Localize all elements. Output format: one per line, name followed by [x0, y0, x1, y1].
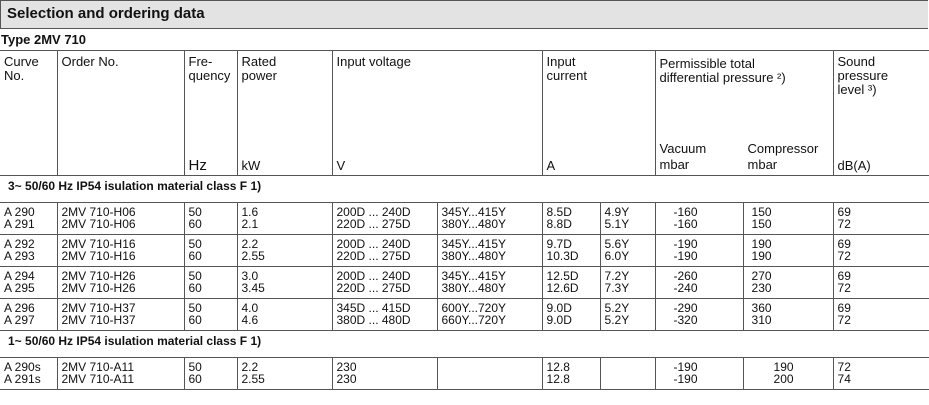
header-vacuum: Vacuum mbar — [659, 141, 707, 172]
power-cell — [237, 358, 332, 390]
frequency-value: 50 — [188, 360, 202, 374]
voltage-delta-cell — [332, 299, 437, 331]
frequency-value: 60 — [188, 281, 202, 295]
curve-cell — [0, 235, 57, 267]
current-star-value: 7.2Y — [604, 269, 630, 283]
voltage-star-value: 660Y...720Y — [441, 313, 507, 327]
power-cell — [237, 235, 332, 267]
current-star-value: 6.0Y — [604, 249, 630, 263]
power-value: 2.2 — [241, 360, 259, 374]
curve-value: A 290 — [4, 205, 35, 219]
vacuum-value: -190 — [673, 249, 698, 263]
current-star-value: 5.6Y — [604, 237, 630, 251]
voltage-delta-cell — [332, 358, 437, 390]
voltage-star-value: 345Y...415Y — [441, 269, 507, 283]
voltage-star-value: 380Y...480Y — [441, 249, 507, 263]
current-star-value: 5.1Y — [604, 217, 630, 231]
power-value: 4.0 — [241, 301, 259, 315]
curve-value: A 291 — [4, 217, 35, 231]
compressor-cell — [743, 299, 833, 331]
order-value: 2MV 710-H06 — [61, 217, 136, 231]
frequency-value: 50 — [188, 205, 202, 219]
header-frequency: Fre- quency Hz — [184, 51, 237, 176]
table-row — [0, 358, 929, 390]
voltage-star-value: 345Y...415Y — [441, 205, 507, 219]
frequency-cell — [184, 235, 237, 267]
compressor-value: 190 — [751, 237, 772, 251]
power-cell — [237, 299, 332, 331]
current-delta-cell — [542, 203, 600, 235]
header-curve: Curve No. — [0, 51, 57, 176]
vacuum-cell — [655, 203, 743, 235]
frequency-cell — [184, 358, 237, 390]
table-row — [0, 235, 929, 267]
sound-value: 72 — [837, 281, 851, 295]
frequency-value: 60 — [188, 217, 202, 231]
voltage-delta-value: 220D ... 275D — [336, 217, 411, 231]
curve-value: A 290s — [4, 360, 41, 374]
header-order: Order No. — [57, 51, 184, 176]
order-value: 2MV 710-H16 — [61, 237, 136, 251]
frequency-value: 50 — [188, 269, 202, 283]
current-delta-cell — [542, 358, 600, 390]
current-delta-value: 10.3D — [546, 249, 579, 263]
voltage-delta-cell — [332, 203, 437, 235]
current-delta-value: 8.8D — [546, 217, 572, 231]
vacuum-cell — [655, 267, 743, 299]
voltage-star-value: 380Y...480Y — [441, 281, 507, 295]
order-value: 2MV 710-H06 — [61, 205, 136, 219]
curve-value: A 293 — [4, 249, 35, 263]
voltage-star-cell — [437, 203, 542, 235]
sound-value: 72 — [837, 217, 851, 231]
curve-value: A 292 — [4, 237, 35, 251]
compressor-value: 360 — [751, 301, 772, 315]
curve-value: A 295 — [4, 281, 35, 295]
current-star-cell — [600, 299, 655, 331]
frequency-cell — [184, 267, 237, 299]
vacuum-value: -260 — [673, 269, 698, 283]
power-cell — [237, 267, 332, 299]
current-delta-value: 12.8 — [546, 360, 570, 374]
header-current: Input current A — [542, 51, 655, 176]
voltage-delta-value: 200D ... 240D — [336, 237, 411, 251]
frequency-value: 60 — [188, 313, 202, 327]
section-row — [0, 176, 929, 203]
curve-cell — [0, 267, 57, 299]
voltage-star-cell — [437, 235, 542, 267]
sound-cell — [833, 267, 929, 299]
curve-cell — [0, 203, 57, 235]
current-star-value: 5.2Y — [604, 313, 630, 327]
frequency-cell — [184, 299, 237, 331]
power-value: 4.6 — [241, 313, 259, 327]
compressor-value: 150 — [751, 205, 772, 219]
frequency-value: 60 — [188, 372, 202, 386]
power-value: 2.2 — [241, 237, 259, 251]
header-compressor: Compressor mbar — [747, 141, 819, 172]
voltage-delta-value: 220D ... 275D — [336, 281, 411, 295]
current-star-cell — [600, 358, 655, 390]
power-value: 3.45 — [241, 281, 265, 295]
order-value: 2MV 710-A11 — [61, 372, 134, 386]
header-power: Rated power kW — [237, 51, 332, 176]
power-value: 3.0 — [241, 269, 259, 283]
vacuum-value: -240 — [673, 281, 698, 295]
frequency-value: 50 — [188, 237, 202, 251]
compressor-value: 310 — [751, 313, 772, 327]
vacuum-value: -190 — [673, 372, 698, 386]
vacuum-value: -320 — [673, 313, 698, 327]
sound-value: 69 — [837, 301, 851, 315]
section-row — [0, 331, 929, 358]
current-delta-value: 12.8 — [546, 372, 570, 386]
current-star-cell — [600, 235, 655, 267]
current-star-value: 7.3Y — [604, 281, 630, 295]
sound-value: 72 — [837, 360, 851, 374]
compressor-value: 150 — [751, 217, 772, 231]
current-delta-value: 9.0D — [546, 313, 572, 327]
section-label: 3~ 50/60 Hz IP54 isulation material class F 1) — [8, 179, 262, 193]
voltage-delta-value: 380D ... 480D — [336, 313, 411, 327]
voltage-star-value: 345Y...415Y — [441, 237, 507, 251]
order-value: 2MV 710-H26 — [61, 281, 136, 295]
section-label: 1~ 50/60 Hz IP54 isulation material class F 1) — [8, 334, 262, 348]
power-value: 1.6 — [241, 205, 259, 219]
curve-value: A 297 — [4, 313, 35, 327]
current-star-value: 4.9Y — [604, 205, 630, 219]
current-delta-value: 9.7D — [546, 237, 572, 251]
vacuum-value: -160 — [673, 217, 698, 231]
sound-cell — [833, 358, 929, 390]
sound-cell — [833, 235, 929, 267]
order-value: 2MV 710-H37 — [61, 301, 136, 315]
vacuum-value: -290 — [673, 301, 698, 315]
header-sound: Sound pressure level ³) dB(A) — [833, 51, 929, 176]
compressor-value: 200 — [773, 372, 794, 386]
current-delta-value: 12.6D — [546, 281, 579, 295]
order-cell — [57, 267, 184, 299]
order-value: 2MV 710-H16 — [61, 249, 136, 263]
voltage-delta-value: 220D ... 275D — [336, 249, 411, 263]
current-star-value: 5.2Y — [604, 301, 630, 315]
frequency-value: 60 — [188, 249, 202, 263]
voltage-delta-cell — [332, 267, 437, 299]
curve-value: A 291s — [4, 372, 41, 386]
curve-cell — [0, 299, 57, 331]
curve-value: A 296 — [4, 301, 35, 315]
current-delta-value: 9.0D — [546, 301, 572, 315]
section-title-bar — [0, 0, 928, 29]
voltage-delta-value: 230 — [336, 360, 357, 374]
header-voltage: Input voltage V — [332, 51, 542, 176]
table-row — [0, 299, 929, 331]
sound-value: 69 — [837, 205, 851, 219]
voltage-star-cell — [437, 358, 542, 390]
voltage-delta-value: 230 — [336, 372, 357, 386]
voltage-delta-value: 200D ... 240D — [336, 205, 411, 219]
sound-value: 74 — [837, 372, 851, 386]
compressor-cell — [743, 267, 833, 299]
vacuum-cell — [655, 235, 743, 267]
current-delta-value: 12.5D — [546, 269, 579, 283]
sound-value: 69 — [837, 269, 851, 283]
voltage-star-cell — [437, 267, 542, 299]
current-delta-cell — [542, 235, 600, 267]
current-delta-cell — [542, 299, 600, 331]
power-value: 2.55 — [241, 249, 265, 263]
order-value: 2MV 710-H37 — [61, 313, 136, 327]
compressor-value: 190 — [751, 249, 772, 263]
ordering-table — [0, 50, 929, 390]
sound-cell — [833, 299, 929, 331]
compressor-cell — [743, 358, 833, 390]
current-delta-value: 8.5D — [546, 205, 572, 219]
order-cell — [57, 299, 184, 331]
power-value: 2.55 — [241, 372, 265, 386]
voltage-star-value: 600Y...720Y — [441, 301, 507, 315]
frequency-value: 50 — [188, 301, 202, 315]
header-row — [0, 51, 929, 176]
order-cell — [57, 235, 184, 267]
voltage-delta-value: 345D ... 415D — [336, 301, 411, 315]
vacuum-cell — [655, 358, 743, 390]
order-cell — [57, 358, 184, 390]
table-row — [0, 203, 929, 235]
compressor-value: 230 — [751, 281, 772, 295]
table-row — [0, 267, 929, 299]
sound-value: 72 — [837, 249, 851, 263]
vacuum-cell — [655, 299, 743, 331]
vacuum-value: -190 — [673, 360, 698, 374]
order-value: 2MV 710-H26 — [61, 269, 136, 283]
curve-cell — [0, 358, 57, 390]
current-star-cell — [600, 203, 655, 235]
type-label: Type 2MV 710 — [1, 32, 87, 47]
vacuum-value: -160 — [673, 205, 698, 219]
voltage-star-cell — [437, 299, 542, 331]
voltage-delta-cell — [332, 235, 437, 267]
curve-value: A 294 — [4, 269, 35, 283]
sound-value: 69 — [837, 237, 851, 251]
vacuum-value: -190 — [673, 237, 698, 251]
compressor-cell — [743, 203, 833, 235]
order-cell — [57, 203, 184, 235]
sound-value: 72 — [837, 313, 851, 327]
voltage-star-value: 380Y...480Y — [441, 217, 507, 231]
header-pressure: Permissible total differential pressure ²) Vacuum mbar Compressor mbar — [655, 51, 833, 176]
current-star-cell — [600, 267, 655, 299]
compressor-cell — [743, 235, 833, 267]
power-value: 2.1 — [241, 217, 259, 231]
compressor-value: 270 — [751, 269, 772, 283]
frequency-cell — [184, 203, 237, 235]
current-delta-cell — [542, 267, 600, 299]
section-title: Selection and ordering data — [7, 5, 205, 22]
order-value: 2MV 710-A11 — [61, 360, 134, 374]
voltage-delta-value: 200D ... 240D — [336, 269, 411, 283]
sound-cell — [833, 203, 929, 235]
power-cell — [237, 203, 332, 235]
compressor-value: 190 — [773, 360, 794, 374]
